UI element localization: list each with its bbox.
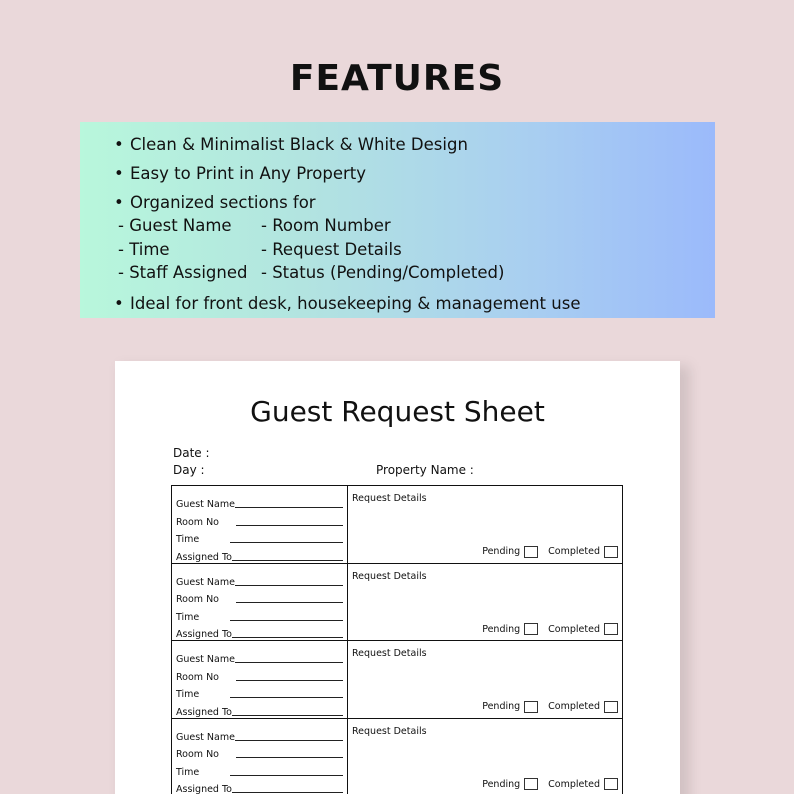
assigned-to-field: [176, 545, 343, 562]
guest-name-field: [176, 493, 343, 510]
time-label: Time: [176, 689, 200, 701]
completed-checkbox[interactable]: [604, 623, 618, 635]
assigned-to-field: [176, 700, 343, 717]
bullet-icon: •: [114, 293, 124, 313]
room-no-line[interactable]: [236, 757, 343, 758]
request-details-cell: [348, 719, 622, 794]
assigned-to-field: [176, 778, 343, 794]
request-sheet: [115, 361, 680, 794]
room-no-field: [176, 665, 343, 682]
day-label: Day :: [173, 463, 205, 477]
guest-name-field: [176, 726, 343, 743]
pending-checkbox[interactable]: [524, 701, 538, 713]
feature-item: [114, 289, 580, 318]
features-list: [114, 130, 580, 318]
room-no-label: Room No: [176, 516, 219, 528]
section-item: - Staff Assigned: [118, 263, 248, 282]
request-details-cell: [348, 486, 622, 563]
sheet-title: Guest Request Sheet: [250, 395, 545, 428]
bullet-icon: •: [114, 164, 124, 183]
room-no-label: Room No: [176, 671, 219, 683]
guest-name-label: Guest Name: [176, 499, 235, 511]
date-label: Date :: [173, 446, 210, 460]
request-details-label: Request Details: [352, 725, 427, 737]
assigned-to-line[interactable]: [232, 715, 343, 716]
time-line[interactable]: [230, 697, 343, 698]
section-item: - Time: [118, 239, 170, 259]
bullet-icon: •: [114, 135, 124, 154]
guest-name-field: [176, 571, 343, 588]
time-line[interactable]: [230, 775, 343, 776]
request-table: [171, 485, 623, 794]
guest-info-cell: [172, 486, 348, 563]
guest-info-cell: [172, 564, 348, 641]
pending-checkbox[interactable]: [524, 623, 538, 635]
completed-checkbox[interactable]: [604, 546, 618, 558]
pending-label: Pending: [482, 778, 521, 790]
time-label: Time: [176, 534, 200, 546]
assigned-to-label: Assigned To: [176, 784, 232, 794]
room-no-field: [176, 743, 343, 760]
completed-label: Completed: [548, 623, 600, 635]
room-no-line[interactable]: [236, 602, 343, 603]
time-field: [176, 683, 343, 700]
request-details-label: Request Details: [352, 648, 427, 659]
pending-label: Pending: [482, 623, 521, 635]
property-name-label: Property Name :: [376, 463, 474, 477]
assigned-to-line[interactable]: [232, 792, 343, 793]
request-details-label: Request Details: [352, 493, 427, 504]
assigned-to-line[interactable]: [232, 637, 343, 638]
feature-text: Clean & Minimalist Black & White Design: [130, 135, 468, 154]
feature-text: Ideal for front desk, housekeeping & management use: [130, 293, 581, 313]
guest-name-line[interactable]: [235, 740, 343, 741]
table-row: [172, 719, 622, 794]
features-panel: [80, 122, 715, 318]
feature-item: [114, 188, 580, 217]
assigned-to-label: Assigned To: [176, 551, 232, 563]
guest-name-line[interactable]: [235, 507, 343, 508]
sections-grid: [118, 214, 580, 285]
status-group: [482, 701, 618, 713]
section-item: - Status (Pending/Completed): [261, 263, 505, 282]
pending-checkbox[interactable]: [524, 778, 538, 790]
bullet-icon: •: [114, 193, 124, 212]
pending-checkbox[interactable]: [524, 546, 538, 558]
assigned-to-label: Assigned To: [176, 629, 232, 641]
room-no-line[interactable]: [236, 525, 343, 526]
section-item: - Room Number: [261, 216, 391, 235]
time-field: [176, 605, 343, 622]
feature-item: [114, 130, 580, 159]
features-heading: FEATURES: [289, 58, 505, 99]
guest-info-cell: [172, 719, 348, 794]
time-field: [176, 760, 343, 777]
guest-name-label: Guest Name: [176, 654, 235, 666]
room-no-field: [176, 510, 343, 527]
request-details-cell: [348, 641, 622, 718]
status-group: [482, 778, 618, 790]
pending-label: Pending: [482, 546, 521, 557]
room-no-label: Room No: [176, 594, 219, 606]
time-line[interactable]: [230, 542, 343, 543]
room-no-line[interactable]: [236, 680, 343, 681]
time-label: Time: [176, 766, 200, 778]
request-details-cell: [348, 564, 622, 641]
time-field: [176, 528, 343, 545]
completed-label: Completed: [548, 701, 600, 712]
guest-name-line[interactable]: [235, 585, 343, 586]
table-row: [172, 564, 622, 642]
guest-name-label: Guest Name: [176, 731, 235, 743]
assigned-to-line[interactable]: [232, 560, 343, 561]
status-group: [482, 623, 618, 635]
completed-label: Completed: [548, 778, 600, 790]
completed-label: Completed: [548, 546, 600, 557]
completed-checkbox[interactable]: [604, 701, 618, 713]
request-details-label: Request Details: [352, 570, 427, 582]
assigned-to-field: [176, 623, 343, 640]
time-line[interactable]: [230, 620, 343, 621]
room-no-label: Room No: [176, 749, 219, 761]
table-row: [172, 486, 622, 564]
guest-name-field: [176, 648, 343, 665]
feature-text: Organized sections for: [130, 193, 316, 212]
time-label: Time: [176, 611, 200, 623]
guest-info-cell: [172, 641, 348, 718]
table-row: [172, 641, 622, 719]
guest-name-label: Guest Name: [176, 576, 235, 588]
feature-item: [114, 159, 580, 188]
pending-label: Pending: [482, 701, 521, 712]
guest-name-line[interactable]: [235, 662, 343, 663]
room-no-field: [176, 588, 343, 605]
assigned-to-label: Assigned To: [176, 706, 232, 718]
section-item: - Guest Name: [118, 216, 232, 235]
section-item: - Request Details: [261, 239, 402, 259]
status-group: [482, 546, 618, 558]
feature-text: Easy to Print in Any Property: [130, 164, 367, 183]
completed-checkbox[interactable]: [604, 778, 618, 790]
